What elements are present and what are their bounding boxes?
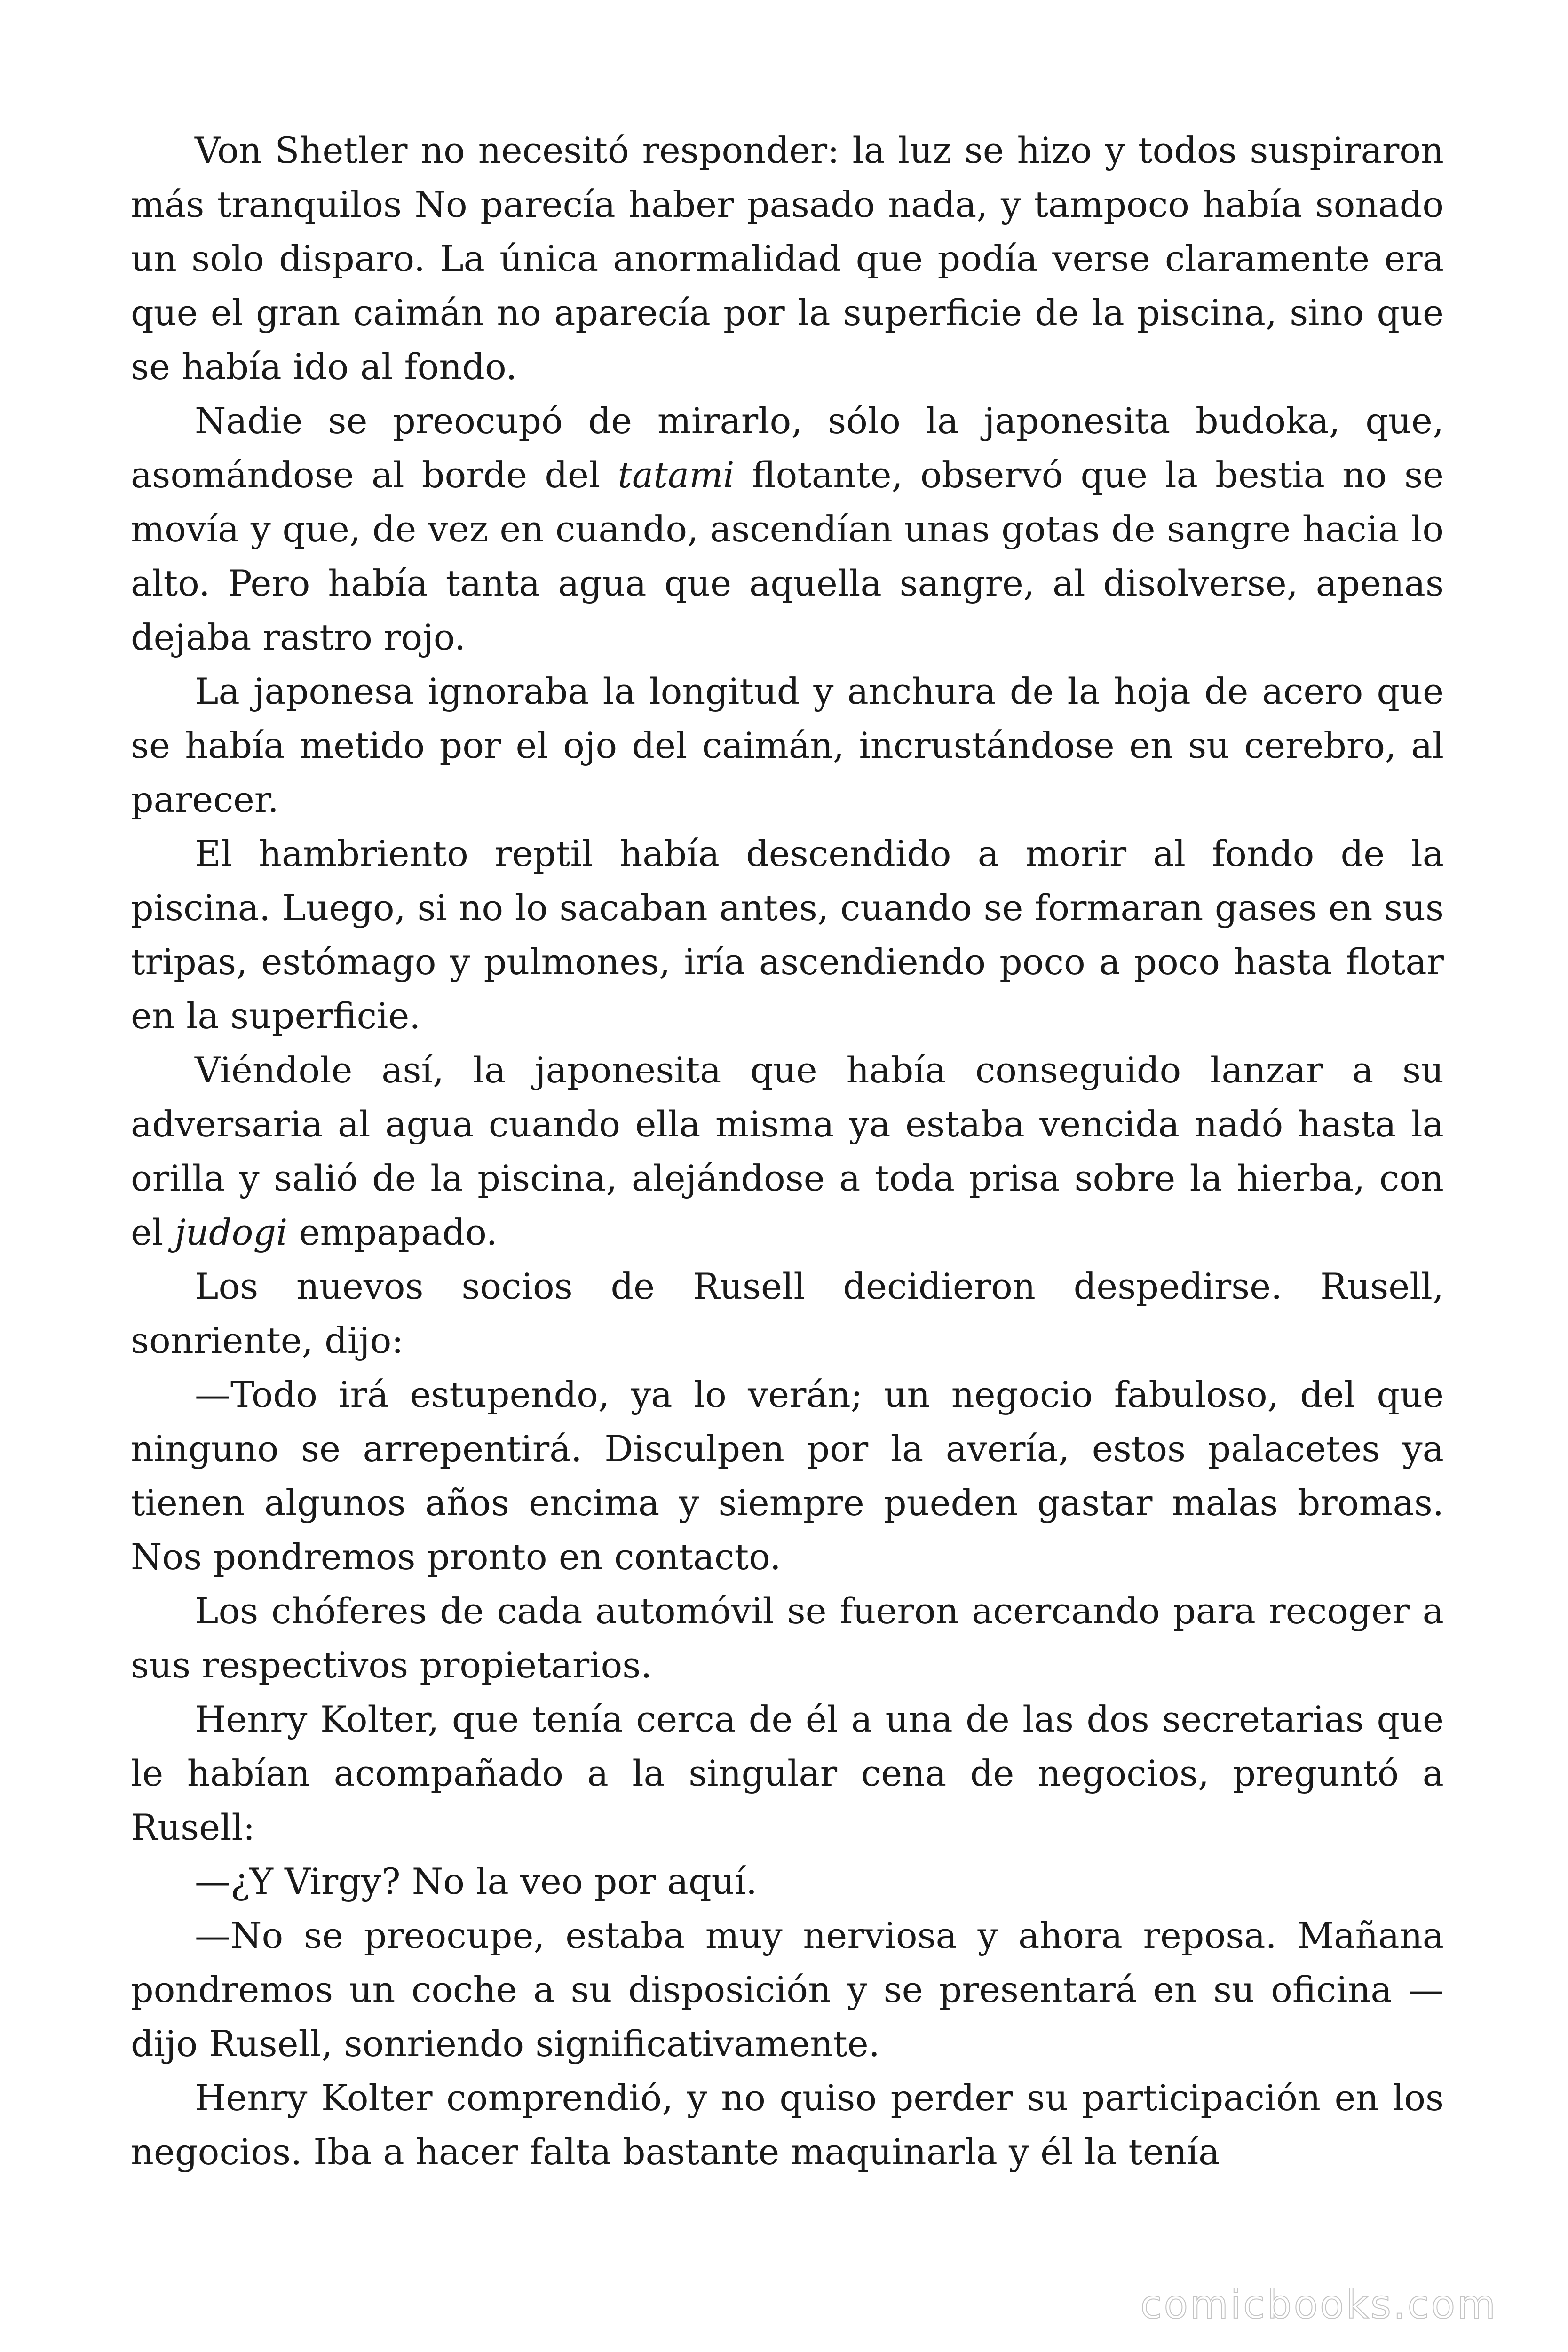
paragraph-12: Henry Kolter comprendió, y no quiso perder su participación en los negocios. Iba a hacer falta bastante maquinarla y él la tenía — [131, 2077, 1444, 2173]
paragraph-4: El hambriento reptil había descendido a morir al fondo de la piscina. Luego, si no lo sacaban antes, cuando se formaran gases en sus tripas, estómago y pulmones, iría ascendiendo poco a poco hasta flotar en la superficie. — [131, 833, 1444, 1037]
paragraph-8: Los chóferes de cada automóvil se fueron acercando para recoger a sus respectivos propietarios. — [131, 1590, 1444, 1686]
paragraph-5: Viéndole así, la japonesita que había conseguido lanzar a su adversaria al agua cuando ella misma ya estaba vencida nadó hasta la orilla y salió de la piscina, alejándose a toda prisa sobre la hierba, con el judogi empapado. — [131, 1049, 1444, 1253]
page-body — [131, 123, 1444, 2179]
paragraph-3: La japonesa ignoraba la longitud y anchura de la hoja de acero que se había metido por el ojo del caimán, incrustándose en su cerebro, al parecer. — [131, 670, 1444, 820]
italic-term-judogi: judogi — [174, 1211, 288, 1253]
paragraph-1: Von Shetler no necesitó responder: la luz se hizo y todos suspiraron más tranquilos No parecía haber pasado nada, y tampoco había sonado un solo disparo. La única anormalidad que podía verse claramente era que el gran caimán no aparecía por la superficie de la piscina, sino que se había ido al fondo. — [131, 129, 1444, 388]
paragraph-9: Henry Kolter, que tenía cerca de él a una de las dos secretarias que le habían acompañado a la singular cena de negocios, preguntó a Rusell: — [131, 1698, 1444, 1848]
paragraph-7: —Todo irá estupendo, ya lo verán; un negocio fabuloso, del que ninguno se arrepentirá. Disculpen por la avería, estos palacetes ya tienen algunos años encima y siempre pueden gastar malas bromas. Nos pondremos pronto en contacto. — [131, 1374, 1444, 1578]
paragraph-10: —¿Y Virgy? No la veo por aquí. — [195, 1860, 758, 1902]
italic-term-tatami: tatami — [618, 454, 735, 496]
watermark: comicbooks.com — [1140, 2281, 1497, 2328]
paragraph-11: —No se preocupe, estaba muy nerviosa y ahora reposa. Mañana pondremos un coche a su disposición y se presentará en su oficina —dijo Rusell, sonriendo significativamente. — [131, 1915, 1444, 2065]
paragraph-2: Nadie se preocupó de mirarlo, sólo la japonesita budoka, que, asomándose al borde del tatami flotante, observó que la bestia no se movía y que, de vez en cuando, ascendían unas gotas de sangre hacia lo alto. Pero había tanta agua que aquella sangre, al disolverse, apenas dejaba rastro rojo. — [131, 400, 1444, 658]
paragraph-6: Los nuevos socios de Rusell decidieron despedirse. Rusell, sonriente, dijo: — [131, 1265, 1444, 1361]
